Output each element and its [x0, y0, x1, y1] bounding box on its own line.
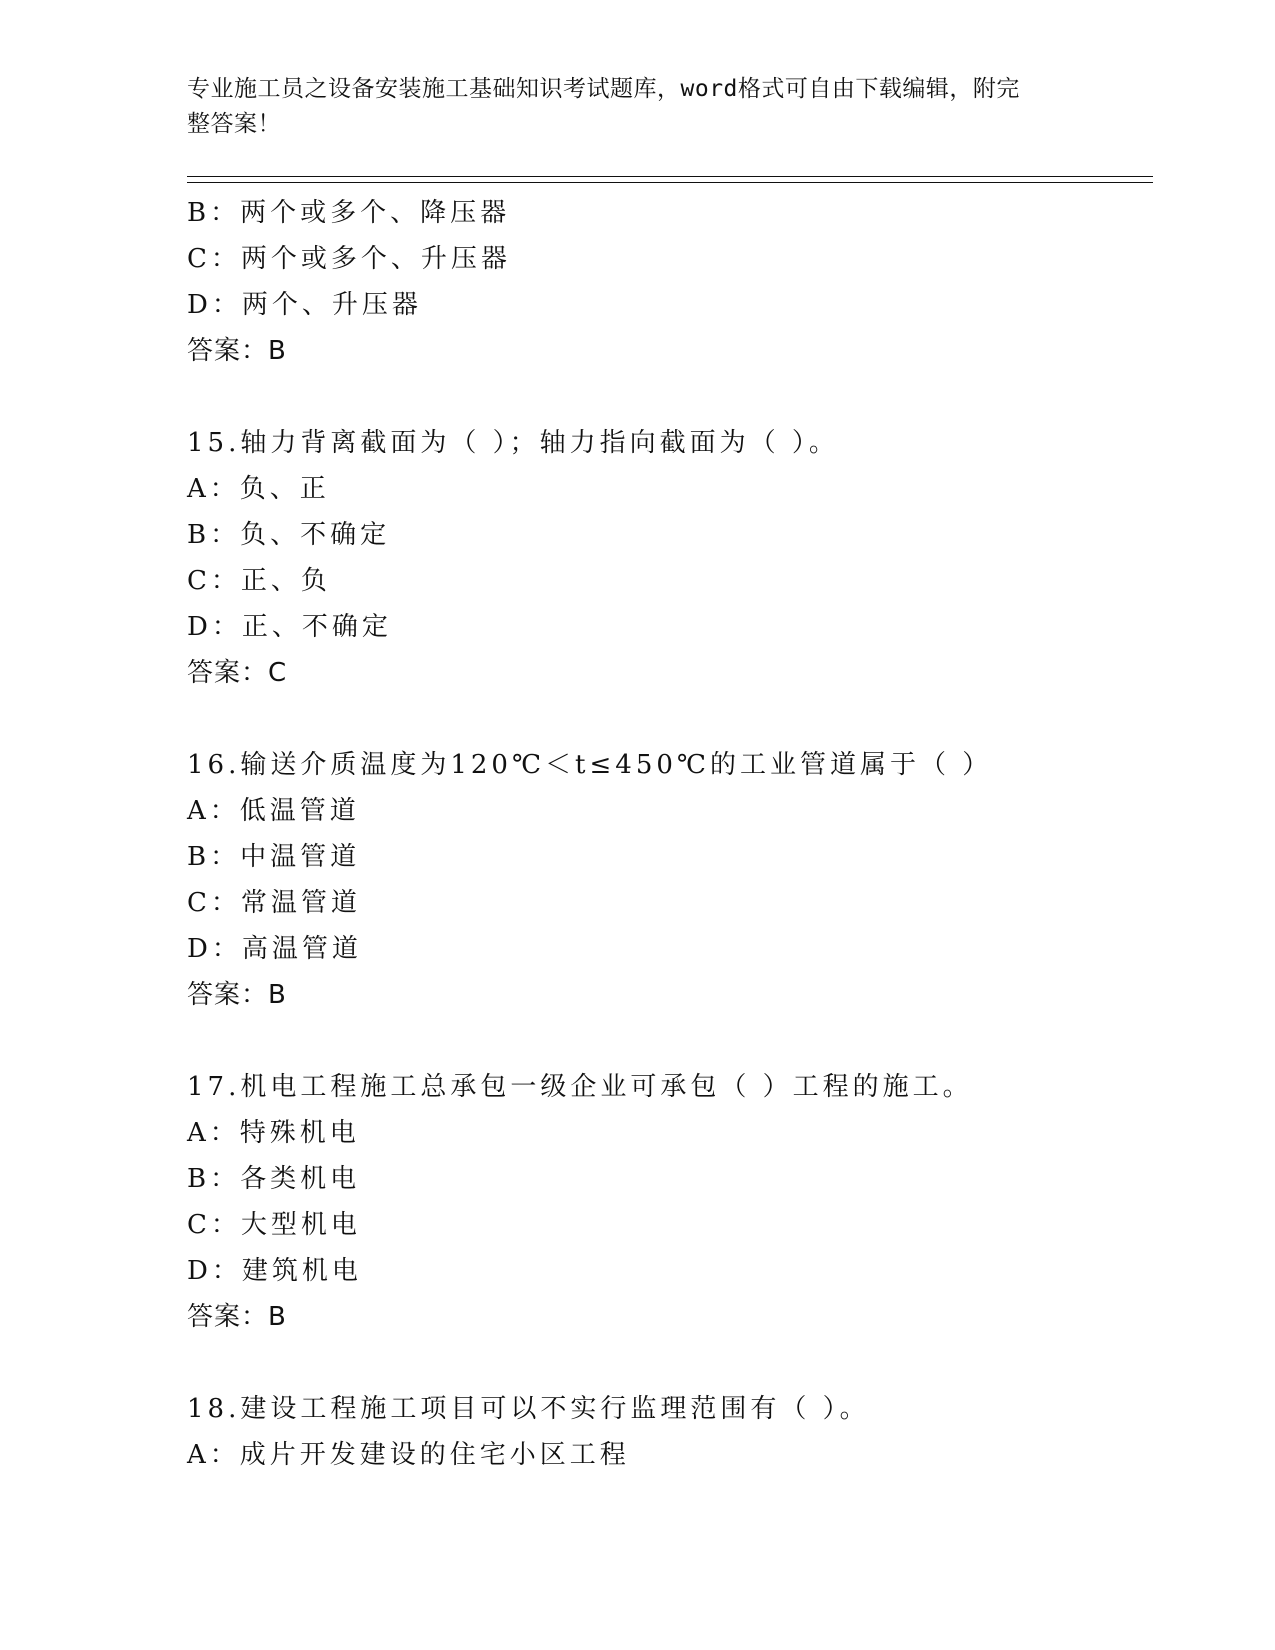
option-a: A：负、正	[187, 474, 330, 504]
option-c: C：大型机电	[187, 1210, 361, 1240]
question-block-14	[187, 190, 1147, 374]
answer-line: 答案：C	[187, 658, 288, 688]
question-stem: 16.输送介质温度为120℃＜t≤450℃的工业管道属于（ ）	[187, 750, 993, 780]
spacer	[187, 696, 1147, 742]
option-c: C：正、负	[187, 566, 331, 596]
option-c: C：常温管道	[187, 888, 361, 918]
question-stem: 15.轴力背离截面为（ ）；轴力指向截面为（ ）。	[187, 428, 839, 458]
option-c: C：两个或多个、升压器	[187, 244, 511, 274]
option-a: A：特殊机电	[187, 1118, 360, 1148]
option-d: D：两个、升压器	[187, 290, 422, 320]
answer-line: 答案：B	[187, 336, 287, 366]
header-divider-top	[187, 176, 1153, 177]
question-block-15	[187, 420, 1147, 696]
question-stem: 18.建设工程施工项目可以不实行监理范围有（ ）。	[187, 1394, 870, 1424]
header-divider-bottom	[187, 182, 1153, 183]
option-d: D：建筑机电	[187, 1256, 362, 1286]
option-a: A：成片开发建设的住宅小区工程	[187, 1440, 630, 1470]
option-d: D：正、不确定	[187, 612, 392, 642]
answer-line: 答案：B	[187, 1302, 287, 1332]
spacer	[187, 1018, 1147, 1064]
header-title-line-1: 专业施工员之设备安装施工基础知识考试题库，word格式可自由下载编辑，附完	[187, 76, 1020, 102]
option-b: B：两个或多个、降压器	[187, 198, 511, 228]
option-b: B：中温管道	[187, 842, 361, 872]
question-block-16	[187, 742, 1147, 1018]
spacer	[187, 1340, 1147, 1386]
header-title-line-2: 整答案！	[187, 111, 281, 137]
answer-line: 答案：B	[187, 980, 287, 1010]
option-a: A：低温管道	[187, 796, 360, 826]
option-d: D：高温管道	[187, 934, 362, 964]
question-block-18	[187, 1386, 1147, 1478]
document-header	[187, 72, 1087, 142]
option-b: B：负、不确定	[187, 520, 391, 550]
question-stem: 17.机电工程施工总承包一级企业可承包（ ）工程的施工。	[187, 1072, 973, 1102]
question-list	[187, 190, 1147, 1478]
option-b: B：各类机电	[187, 1164, 361, 1194]
spacer	[187, 374, 1147, 420]
question-block-17	[187, 1064, 1147, 1340]
